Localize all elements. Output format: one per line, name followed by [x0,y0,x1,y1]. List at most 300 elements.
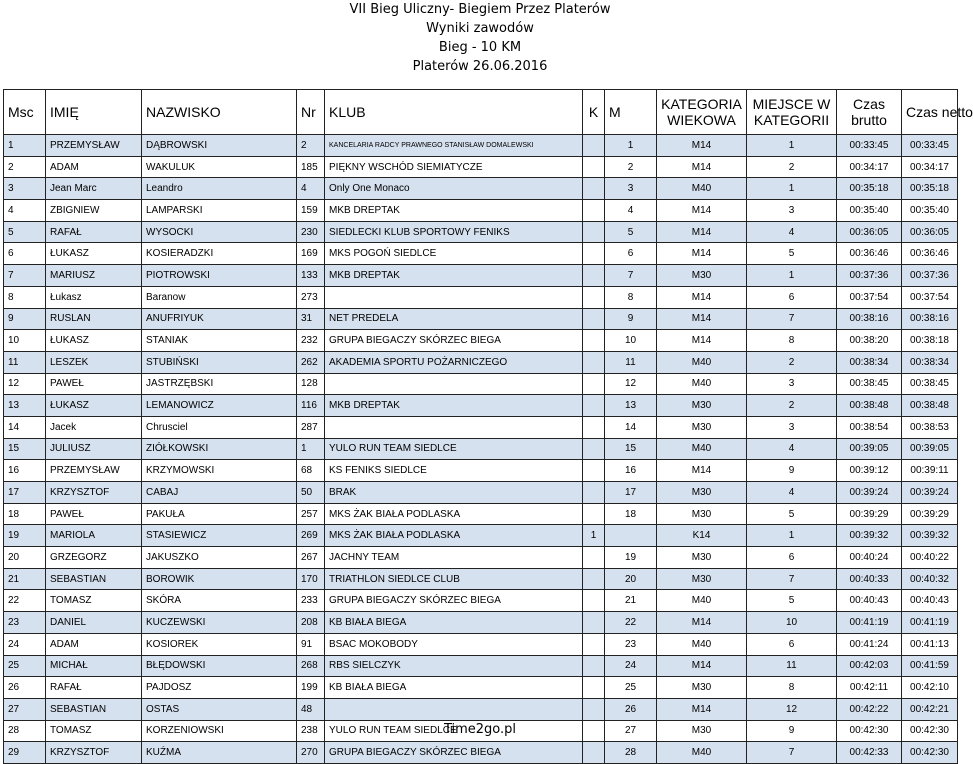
col-place-cell: 8 [4,286,46,308]
col-first-name-cell: Łukasz [46,286,142,308]
col-club-header: KLUB [325,90,583,135]
col-age-category-cell: M30 [657,482,747,504]
col-age-category-cell: M14 [657,460,747,482]
col-age-category-cell: M30 [657,547,747,569]
col-gross-time-cell: 00:38:45 [837,373,902,395]
table-row [4,221,958,243]
col-net-time-cell: 00:42:21 [902,698,958,720]
col-first-name-cell: JULIUSZ [46,438,142,460]
col-net-time-cell: 00:42:30 [902,720,958,742]
place-date: Platerów 26.06.2016 [412,59,548,74]
col-first-name-cell: DANIEL [46,612,142,634]
col-k-cell [583,243,605,265]
col-k-cell [583,547,605,569]
col-place-cell: 12 [4,373,46,395]
col-gross-time-cell: 00:38:54 [837,416,902,438]
col-last-name-cell: LAMPARSKI [142,200,297,222]
col-gross-time-cell: 00:42:03 [837,655,902,677]
col-gross-time-cell: 00:42:11 [837,677,902,699]
col-number-cell: 257 [297,503,325,525]
col-m-cell: 23 [605,633,657,655]
col-category-place-cell: 1 [747,525,837,547]
col-club-cell [325,698,583,720]
col-club-cell: MKB DREPTAK [325,395,583,417]
col-category-place-cell: 10 [747,612,837,634]
col-m-cell [605,525,657,547]
col-number-cell: 91 [297,633,325,655]
footer-brand: Time2go.pl [443,722,517,737]
table-row [4,568,958,590]
col-net-time-cell: 00:42:30 [902,742,958,764]
col-category-place-cell: 2 [747,156,837,178]
col-place-cell: 27 [4,698,46,720]
col-place-cell: 28 [4,720,46,742]
col-category-place-cell: 5 [747,590,837,612]
col-last-name-cell: KRZYMOWSKI [142,460,297,482]
col-number-cell: 185 [297,156,325,178]
col-age-category-cell: M40 [657,633,747,655]
col-place-cell: 10 [4,330,46,352]
col-k-cell [583,568,605,590]
col-club-cell: MKB DREPTAK [325,265,583,287]
table-row [4,655,958,677]
col-gross-time-cell: 00:40:24 [837,547,902,569]
col-category-place-cell: 1 [747,135,837,157]
col-category-place-cell: 7 [747,308,837,330]
col-category-place-cell: 3 [747,416,837,438]
col-place-cell: 14 [4,416,46,438]
col-net-time-cell: 00:38:18 [902,330,958,352]
table-row [4,503,958,525]
col-first-name-cell: ŁUKASZ [46,395,142,417]
col-place-cell: 6 [4,243,46,265]
col-number-cell: 128 [297,373,325,395]
col-m-cell: 9 [605,308,657,330]
col-category-place-header: MIEJSCE W KATEGORII [747,90,837,135]
col-last-name-cell: KUCZEWSKI [142,612,297,634]
col-club-cell: MKS ŻAK BIAŁA PODLASKA [325,503,583,525]
col-k-cell [583,156,605,178]
col-net-time-cell: 00:36:46 [902,243,958,265]
col-last-name-cell: WYSOCKI [142,221,297,243]
col-net-time-cell: 00:38:16 [902,308,958,330]
col-net-time-cell: 00:37:54 [902,286,958,308]
col-first-name-cell: TOMASZ [46,720,142,742]
col-m-cell: 11 [605,351,657,373]
col-age-category-cell: M14 [657,612,747,634]
col-age-category-cell: M14 [657,655,747,677]
col-k-cell [583,633,605,655]
col-category-place-cell: 5 [747,503,837,525]
col-club-cell: PIĘKNY WSCHÓD SIEMIATYCZE [325,156,583,178]
col-place-cell: 5 [4,221,46,243]
col-number-cell: 2 [297,135,325,157]
col-age-category-cell: M14 [657,156,747,178]
col-place-cell: 16 [4,460,46,482]
col-last-name-cell: BOROWIK [142,568,297,590]
col-category-place-cell: 9 [747,460,837,482]
col-number-cell: 133 [297,265,325,287]
col-age-category-cell: M30 [657,568,747,590]
col-m-cell: 4 [605,200,657,222]
col-last-name-cell: JAKUSZKO [142,547,297,569]
col-first-name-cell: ŁUKASZ [46,243,142,265]
col-number-cell: 4 [297,178,325,200]
table-row [4,178,958,200]
col-category-place-cell: 4 [747,221,837,243]
document-header [0,0,960,76]
col-m-cell: 7 [605,265,657,287]
col-category-place-cell: 6 [747,286,837,308]
col-last-name-cell: WAKULUK [142,156,297,178]
col-first-name-cell: PAWEŁ [46,373,142,395]
col-category-place-cell: 2 [747,351,837,373]
col-club-cell: Only One Monaco [325,178,583,200]
col-number-cell: 233 [297,590,325,612]
col-first-name-cell: RAFAŁ [46,677,142,699]
col-m-cell: 27 [605,720,657,742]
col-first-name-cell: Jean Marc [46,178,142,200]
col-place-cell: 17 [4,482,46,504]
col-club-cell: GRUPA BIEGACZY SKÓRZEC BIEGA [325,590,583,612]
col-last-name-cell: Leandro [142,178,297,200]
col-place-cell: 2 [4,156,46,178]
col-gross-time-cell: 00:38:20 [837,330,902,352]
col-category-place-cell: 1 [747,178,837,200]
col-age-category-cell: M14 [657,243,747,265]
col-k-cell [583,330,605,352]
table-row [4,742,958,764]
col-club-cell: BSAC MOKOBODY [325,633,583,655]
col-place-cell: 25 [4,655,46,677]
col-first-name-cell: RAFAŁ [46,221,142,243]
col-number-cell: 208 [297,612,325,634]
col-k-cell [583,373,605,395]
col-net-time-cell: 00:36:05 [902,221,958,243]
table-row [4,633,958,655]
col-number-cell: 262 [297,351,325,373]
col-first-name-cell: GRZEGORZ [46,547,142,569]
col-number-cell: 48 [297,698,325,720]
col-first-name-cell: TOMASZ [46,590,142,612]
col-category-place-cell: 11 [747,655,837,677]
col-number-cell: 31 [297,308,325,330]
col-number-header: Nr [297,90,325,135]
table-row [4,243,958,265]
col-place-cell: 9 [4,308,46,330]
col-net-time-cell: 00:38:53 [902,416,958,438]
col-gross-time-cell: 00:34:17 [837,156,902,178]
col-last-name-cell: JASTRZĘBSKI [142,373,297,395]
col-m-cell: 12 [605,373,657,395]
col-place-cell: 13 [4,395,46,417]
col-category-place-cell: 4 [747,482,837,504]
col-place-cell: 18 [4,503,46,525]
col-m-cell: 14 [605,416,657,438]
col-net-time-cell: 00:38:45 [902,373,958,395]
col-category-place-cell: 3 [747,373,837,395]
col-first-name-cell: PRZEMYSŁAW [46,460,142,482]
col-last-name-cell: ZIÓŁKOWSKI [142,438,297,460]
col-last-name-cell: Chrusciel [142,416,297,438]
table-row [4,156,958,178]
col-club-cell [325,373,583,395]
col-first-name-cell: Jacek [46,416,142,438]
col-age-category-header: KATEGORIA WIEKOWA [657,90,747,135]
col-club-cell: AKADEMIA SPORTU POŻARNICZEGO [325,351,583,373]
col-number-cell: 1 [297,438,325,460]
col-gross-time-cell: 00:37:36 [837,265,902,287]
col-m-cell: 21 [605,590,657,612]
col-m-cell: 18 [605,503,657,525]
col-age-category-cell: M14 [657,200,747,222]
col-gross-time-cell: 00:38:34 [837,351,902,373]
col-net-time-cell: 00:33:45 [902,135,958,157]
col-m-cell: 13 [605,395,657,417]
col-m-cell: 28 [605,742,657,764]
col-age-category-cell: M30 [657,720,747,742]
col-category-place-cell: 4 [747,438,837,460]
col-age-category-cell: M14 [657,330,747,352]
col-m-cell: 22 [605,612,657,634]
col-net-time-cell: 00:34:17 [902,156,958,178]
col-last-name-cell: KORZENIOWSKI [142,720,297,742]
col-gross-time-cell: 00:36:05 [837,221,902,243]
col-club-cell: TRIATHLON SIEDLCE CLUB [325,568,583,590]
col-age-category-cell: M30 [657,395,747,417]
col-m-cell: 25 [605,677,657,699]
col-place-cell: 21 [4,568,46,590]
col-place-cell: 26 [4,677,46,699]
col-age-category-cell: M14 [657,698,747,720]
col-net-time-cell: 00:38:34 [902,351,958,373]
col-last-name-cell: OSTAS [142,698,297,720]
col-k-cell [583,265,605,287]
col-gross-time-cell: 00:35:40 [837,200,902,222]
col-net-time-cell: 00:41:19 [902,612,958,634]
col-gross-time-cell: 00:42:22 [837,698,902,720]
col-net-time-cell: 00:39:11 [902,460,958,482]
col-net-time-cell: 00:41:13 [902,633,958,655]
col-gross-time-cell: 00:37:54 [837,286,902,308]
col-k-cell [583,482,605,504]
col-club-cell: KB BIAŁA BIEGA [325,612,583,634]
col-last-name-cell: STUBIŃSKI [142,351,297,373]
col-m-cell: 10 [605,330,657,352]
col-net-time-cell: 00:40:43 [902,590,958,612]
col-place-cell: 19 [4,525,46,547]
col-club-cell [325,416,583,438]
col-category-place-cell: 6 [747,633,837,655]
table-row [4,286,958,308]
col-number-cell: 238 [297,720,325,742]
table-row [4,135,958,157]
col-place-cell: 7 [4,265,46,287]
table-row [4,590,958,612]
col-m-cell: 15 [605,438,657,460]
table-row [4,308,958,330]
col-last-name-cell: BŁĘDOWSKI [142,655,297,677]
col-k-cell [583,590,605,612]
col-net-time-cell: 00:41:59 [902,655,958,677]
col-club-cell: KB BIAŁA BIEGA [325,677,583,699]
col-club-cell: MKB DREPTAK [325,200,583,222]
col-gross-time-cell: 00:36:46 [837,243,902,265]
col-first-name-cell: KRZYSZTOF [46,482,142,504]
col-k-cell [583,200,605,222]
col-club-cell [325,286,583,308]
col-club-cell: KANCELARIA RADCY PRAWNEGO STANISŁAW DOMALEWSKI [325,135,583,157]
col-m-cell: 6 [605,243,657,265]
event-title: VII Bieg Uliczny- Biegiem Przez Platerów [349,2,611,17]
col-last-name-cell: CABAJ [142,482,297,504]
col-age-category-cell: M30 [657,265,747,287]
col-k-cell [583,698,605,720]
table-row [4,395,958,417]
col-last-name-header: NAZWISKO [142,90,297,135]
col-k-cell [583,221,605,243]
col-category-place-cell: 3 [747,200,837,222]
col-club-cell: RBS SIELCZYK [325,655,583,677]
results-body [4,135,958,764]
col-last-name-cell: PIOTROWSKI [142,265,297,287]
col-k-cell [583,460,605,482]
col-k-cell: 1 [583,525,605,547]
col-last-name-cell: STASIEWICZ [142,525,297,547]
col-place-header: Msc [4,90,46,135]
col-age-category-cell: M30 [657,416,747,438]
table-row [4,416,958,438]
col-net-time-cell: 00:35:18 [902,178,958,200]
col-gross-time-cell: 00:41:24 [837,633,902,655]
col-number-cell: 159 [297,200,325,222]
col-number-cell: 269 [297,525,325,547]
col-net-time-cell: 00:35:40 [902,200,958,222]
col-m-cell: 24 [605,655,657,677]
col-first-name-cell: MARIOLA [46,525,142,547]
col-net-time-header: Czas netto [902,90,958,135]
col-place-cell: 23 [4,612,46,634]
col-gross-time-cell: 00:40:33 [837,568,902,590]
col-net-time-cell: 00:37:36 [902,265,958,287]
col-number-cell: 267 [297,547,325,569]
col-gross-time-cell: 00:41:19 [837,612,902,634]
table-row [4,525,958,547]
col-gross-time-header: Czas brutto [837,90,902,135]
col-net-time-cell: 00:38:48 [902,395,958,417]
col-first-name-cell: MARIUSZ [46,265,142,287]
col-last-name-cell: PAKUŁA [142,503,297,525]
col-gross-time-cell: 00:38:16 [837,308,902,330]
col-category-place-cell: 2 [747,395,837,417]
col-gross-time-cell: 00:40:43 [837,590,902,612]
col-age-category-cell: M40 [657,178,747,200]
col-age-category-cell: M14 [657,308,747,330]
col-category-place-cell: 5 [747,243,837,265]
col-club-cell: GRUPA BIEGACZY SKÓRZEC BIEGA [325,742,583,764]
col-number-cell: 230 [297,221,325,243]
col-category-place-cell: 12 [747,698,837,720]
col-first-name-cell: PAWEŁ [46,503,142,525]
col-net-time-cell: 00:39:05 [902,438,958,460]
col-net-time-cell: 00:40:32 [902,568,958,590]
col-last-name-cell: SKÓRA [142,590,297,612]
col-place-cell: 4 [4,200,46,222]
col-club-cell: KS FENIKS SIEDLCE [325,460,583,482]
col-number-cell: 116 [297,395,325,417]
col-place-cell: 24 [4,633,46,655]
col-gross-time-cell: 00:42:30 [837,720,902,742]
table-row [4,351,958,373]
col-category-place-cell: 8 [747,330,837,352]
table-row [4,200,958,222]
col-place-cell: 22 [4,590,46,612]
col-m-cell: 17 [605,482,657,504]
col-place-cell: 3 [4,178,46,200]
col-gross-time-cell: 00:39:32 [837,525,902,547]
col-club-cell: YULO RUN TEAM SIEDLCE [325,438,583,460]
col-age-category-cell: M14 [657,286,747,308]
col-first-name-cell: RUSLAN [46,308,142,330]
col-age-category-cell: M40 [657,742,747,764]
table-row [4,482,958,504]
col-first-name-cell: SEBASTIAN [46,698,142,720]
col-age-category-cell: M40 [657,590,747,612]
col-last-name-cell: KOSIOREK [142,633,297,655]
header-row [4,90,958,135]
col-category-place-cell: 6 [747,547,837,569]
col-age-category-cell: M14 [657,221,747,243]
col-club-cell: MKS ŻAK BIAŁA PODLASKA [325,525,583,547]
col-gross-time-cell: 00:35:18 [837,178,902,200]
col-number-cell: 232 [297,330,325,352]
col-m-cell: 16 [605,460,657,482]
table-row [4,330,958,352]
col-last-name-cell: STANIAK [142,330,297,352]
col-first-name-cell: ADAM [46,156,142,178]
col-gross-time-cell: 00:39:24 [837,482,902,504]
col-k-cell [583,612,605,634]
col-k-cell [583,677,605,699]
col-first-name-cell: PRZEMYSŁAW [46,135,142,157]
col-first-name-cell: KRZYSZTOF [46,742,142,764]
col-number-cell: 170 [297,568,325,590]
table-row [4,265,958,287]
col-first-name-header: IMIĘ [46,90,142,135]
col-place-cell: 1 [4,135,46,157]
race-distance: Bieg - 10 KM [438,40,522,55]
col-number-cell: 273 [297,286,325,308]
col-place-cell: 20 [4,547,46,569]
table-row [4,373,958,395]
col-net-time-cell: 00:40:22 [902,547,958,569]
col-k-cell [583,178,605,200]
col-net-time-cell: 00:39:29 [902,503,958,525]
col-last-name-cell: LEMANOWICZ [142,395,297,417]
col-gross-time-cell: 00:38:48 [837,395,902,417]
col-k-cell [583,742,605,764]
col-first-name-cell: SEBASTIAN [46,568,142,590]
col-club-cell: SIEDLECKI KLUB SPORTOWY FENIKS [325,221,583,243]
results-subtitle: Wyniki zawodów [426,21,534,36]
col-age-category-cell: M40 [657,438,747,460]
col-category-place-cell: 7 [747,568,837,590]
col-m-cell: 19 [605,547,657,569]
results-table [3,89,973,764]
col-place-cell: 11 [4,351,46,373]
col-place-cell: 15 [4,438,46,460]
table-row [4,612,958,634]
